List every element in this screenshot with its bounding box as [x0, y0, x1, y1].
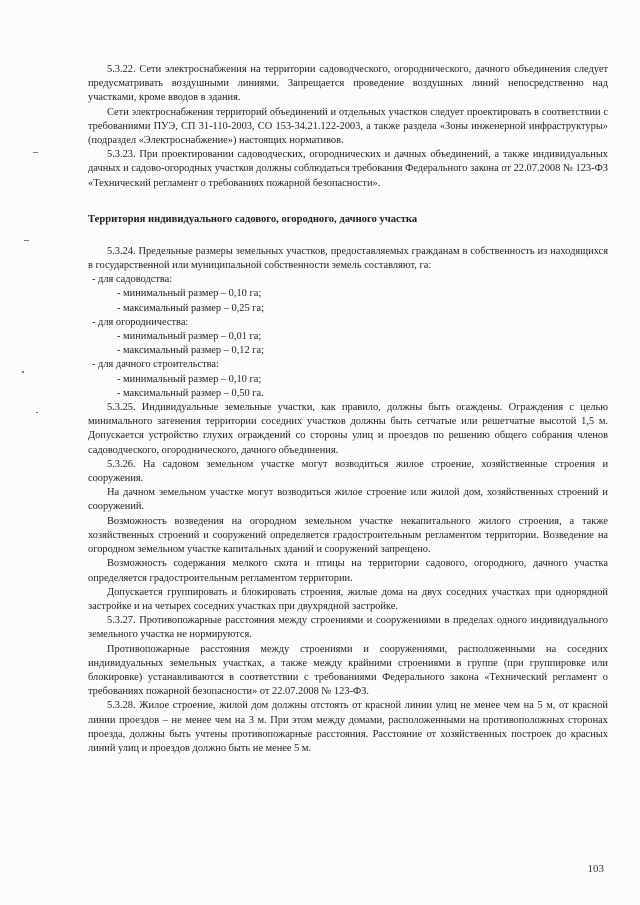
paragraph-5-3-27-neighbors: Противопожарные расстояния между строениями и сооружениями, расположенными на соседних индивидуальных земельных участках, а также между крайними строениями в группе (при группировке или блокировке) устанавливаются в соответствии с требованиями Федерального закона «Технический регламент о требованиях пожарной безопасности» от 22.07.2008 № 123-ФЗ.	[88, 643, 608, 698]
paragraph-5-3-23: 5.3.23. При проектировании садоводческих, огороднических и дачных объединений, а также индивидуальных дачных и садово-огородных участков должны соблюдаться требования Федерального закона от 22.07.2008 № 123-ФЗ «Технический регламент о требованиях пожарной безопасности».	[88, 149, 608, 189]
plot-size-list	[88, 273, 608, 401]
paragraph-5-3-26: 5.3.26. На садовом земельном участке могут возводиться жилое строение, хозяйственные строения и сооружения.	[88, 458, 608, 485]
paragraph-5-3-26-livestock: Возможность содержания мелкого скота и птицы на территории садового, огородного, дачного участка определяется градостроительным регламентом территории.	[88, 558, 608, 584]
list-item: - максимальный размер – 0,25 га;	[117, 302, 265, 314]
paragraph-5-3-27: 5.3.27. Противопожарные расстояния между строениями и сооружениями в пределах одного индивидуального земельного участка не нормируются.	[88, 615, 608, 641]
document-body	[88, 63, 608, 756]
list-item: - минимальный размер – 0,10 га;	[117, 373, 262, 385]
list-item: - для дачного строительства:	[92, 359, 219, 371]
paragraph-5-3-22: 5.3.22. Сети электроснабжения на территории садоводческого, огороднического, дачного объединения следует предусматривать воздушными линиями. Запрещается проведение воздушных линий непосредственно над участками, кроме вводов в здания.	[88, 64, 608, 104]
list-item: - максимальный размер – 0,50 га.	[117, 387, 264, 399]
scan-speck	[36, 412, 38, 413]
paragraphs-bottom	[88, 401, 608, 756]
paragraph-5-3-26-blocking: Допускается группировать и блокировать строения, жилые дома на двух соседних участках при однорядной застройке и на четырех соседних участках при двухрядной застройке.	[88, 586, 608, 612]
paragraphs-top	[88, 63, 608, 191]
page-number: 103	[587, 863, 604, 875]
list-item: - минимальный размер – 0,01 га;	[117, 331, 262, 343]
section-heading: Территория индивидуального садового, огородного, дачного участка	[88, 213, 418, 225]
list-item: - для огородничества:	[92, 316, 189, 328]
paragraph-5-3-28: 5.3.28. Жилое строение, жилой дом должны отстоять от красной линии улиц не менее чем на 5 м, от красной линии проездов – не менее чем на 3 м. При этом между домами, расположенными на противоположных сторонах проезда, должны быть учтены противопожарные расстояния. Расстояние от хозяйственных построек до красных линий улиц и проездов должно быть не менее 5 м.	[88, 700, 608, 754]
paragraph-5-3-24: 5.3.24. Предельные размеры земельных участков, предоставляемых гражданам в собственность из находящихся в государственной или муниципальной собственности земель составляют, га:	[88, 245, 608, 272]
list-item: - минимальный размер – 0,10 га;	[117, 288, 262, 300]
scan-speck	[22, 371, 24, 373]
scan-speck	[24, 240, 29, 241]
scan-speck	[33, 152, 38, 153]
paragraph-5-3-22-grid: Сети электроснабжения территорий объединений и отдельных участков следует проектировать в соответствии с требованиями ПУЭ, СП 31-110-2003, СО 153-34.21.122-2003, а также раздела «Зоны инженерной инфраструктуры» (подраздел «Электроснабжение») настоящих нормативов.	[88, 106, 608, 147]
list-item: - для садоводства:	[92, 274, 173, 286]
paragraph-5-3-26-dacha: На дачном земельном участке могут возводиться жилое строение или жилой дом, хозяйственных строений и сооружений.	[88, 487, 608, 513]
paragraph-5-3-25: 5.3.25. Индивидуальные земельные участки, как правило, должны быть огаждены. Ограждения с целью минимального затенения территории соседних участков должны быть сетчатые или решетчатые высотой 1,5 м. Допускается устройство глухих ограждений со стороны улиц и проездов по решению общего собрания членов садоводческого, огороднического, дачного объединения.	[88, 402, 608, 456]
paragraph-5-3-26-garden: Возможность возведения на огородном земельном участке некапитального жилого строения, а также хозяйственных строений и сооружений определяется градостроительным регламентом территории. Возведение на огородном земельном участке капитальных зданий и сооружений запрещено.	[88, 515, 608, 556]
list-item: - максимальный размер – 0,12 га;	[117, 345, 265, 357]
